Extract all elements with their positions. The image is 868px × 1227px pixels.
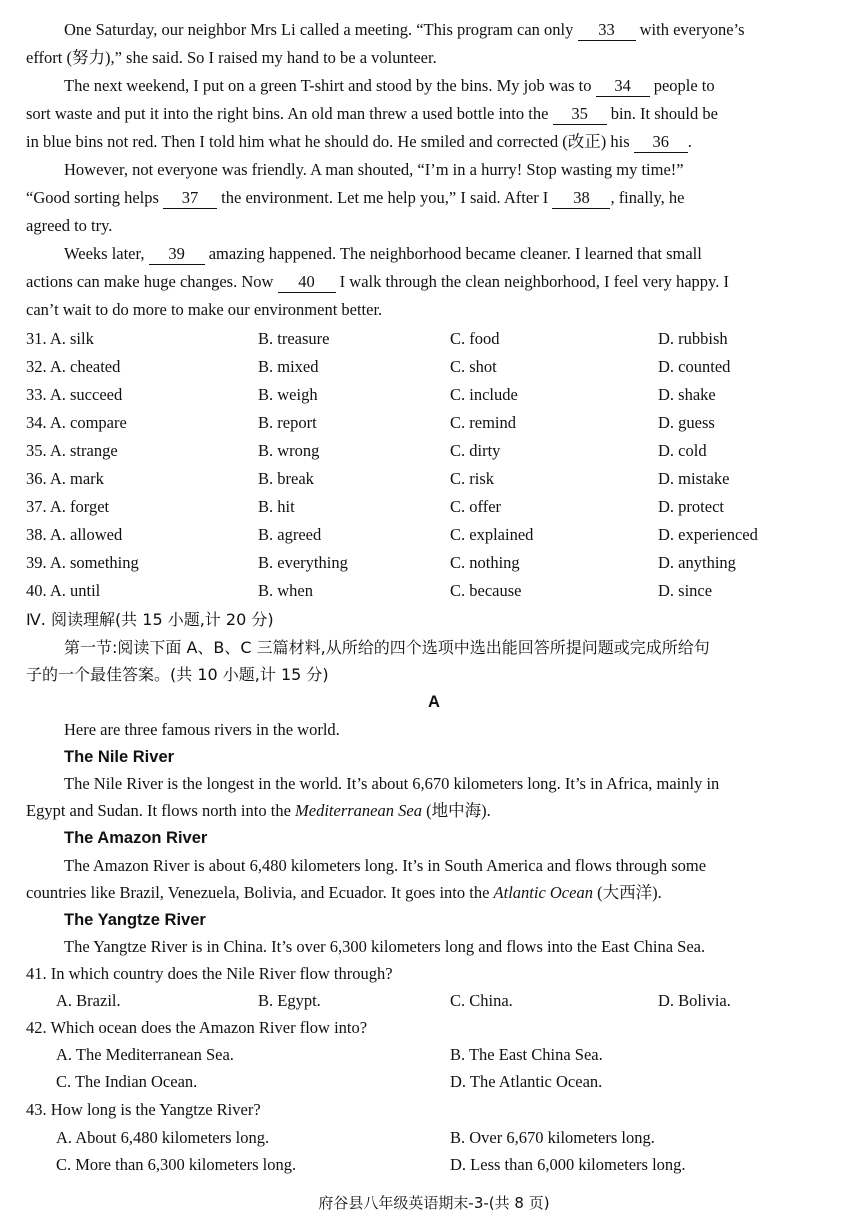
nile-line1: The Nile River is the longest in the world. It’s about 6,670 kilometers long. It’s in Africa, mainly in (64, 774, 720, 793)
q42-option-a: A. The Mediterranean Sea. (56, 1045, 234, 1064)
section-instruction-2: 子的一个最佳答案。(共 10 小题,计 15 分) (26, 665, 329, 684)
cloze-p3-line3: agreed to try. (26, 216, 113, 235)
option-row-31: 31. A. silk B. treasure C. food D. rubbish (26, 329, 728, 348)
cloze-p1-line2: effort (努力),” she said. So I raised my hand to be a volunteer. (26, 48, 437, 67)
cloze-p1-line1: One Saturday, our neighbor Mrs Li called a meeting. “This program can only 33 with everyone’s (64, 20, 745, 39)
cloze-p3-line1: However, not everyone was friendly. A man shouted, “I’m in a hurry! Stop wasting my time!” (64, 160, 684, 179)
cloze-p4-line1: Weeks later, 39 amazing happened. The neighborhood became cleaner. I learned that small (64, 244, 702, 263)
q42-option-b: B. The East China Sea. (450, 1045, 603, 1064)
blank-37: 37 (163, 188, 217, 209)
section-instruction-1: 第一节:阅读下面 A、B、C 三篇材料,从所给的四个选项中选出能回答所提问题或完成所给句 (64, 638, 710, 657)
q43-option-c: C. More than 6,300 kilometers long. (56, 1155, 297, 1174)
nile-heading: The Nile River (64, 748, 175, 766)
q42-option-c: C. The Indian Ocean. (56, 1072, 198, 1091)
blank-33: 33 (578, 20, 636, 41)
cloze-p2-line1: The next weekend, I put on a green T-shirt and stood by the bins. My job was to 34 people to (64, 76, 715, 95)
blank-36: 36 (634, 132, 688, 153)
cloze-p4-line3: can’t wait to do more to make our environment better. (26, 300, 383, 319)
q42-option-d: D. The Atlantic Ocean. (450, 1072, 603, 1091)
q41-option-b: B. Egypt. (258, 991, 321, 1010)
question-41: 41. In which country does the Nile River flow through? (26, 964, 393, 983)
q43-option-a: A. About 6,480 kilometers long. (56, 1128, 270, 1147)
nile-line2: Egypt and Sudan. It flows north into the Mediterranean Sea (地中海). (26, 801, 491, 820)
option-row-33: 33. A. succeed B. weigh C. include D. shake (26, 385, 716, 404)
option-row-37: 37. A. forget B. hit C. offer D. protect (26, 497, 724, 516)
blank-34: 34 (596, 76, 650, 97)
blank-40: 40 (278, 272, 336, 293)
q41-option-c: C. China. (450, 991, 513, 1010)
amazon-line1: The Amazon River is about 6,480 kilometers long. It’s in South America and flows through some (64, 856, 707, 875)
option-row-40: 40. A. until B. when C. because D. since (26, 581, 713, 600)
question-42: 42. Which ocean does the Amazon River flow into? (26, 1018, 368, 1037)
amazon-line2: countries like Brazil, Venezuela, Bolivia, and Ecuador. It goes into the Atlantic Ocean (大西洋). (26, 883, 662, 902)
cloze-p2-line3: in blue bins not red. Then I told him what he should do. He smiled and corrected (改正) his 36 . (26, 132, 692, 151)
cloze-p4-line2: actions can make huge changes. Now 40 I walk through the clean neighborhood, I feel very happy. I (26, 272, 729, 291)
option-row-38: 38. A. allowed B. agreed C. explained D. experienced (26, 525, 758, 544)
q41-option-d: D. Bolivia. (658, 991, 731, 1010)
yangtze-heading: The Yangtze River (64, 911, 206, 929)
section-title: Ⅳ. 阅读理解(共 15 小题,计 20 分) (26, 610, 274, 629)
option-row-36: 36. A. mark B. break C. risk D. mistake (26, 469, 730, 488)
cloze-p3-line2: “Good sorting helps 37 the environment. Let me help you,” I said. After I 38 , finally, he (26, 188, 685, 207)
blank-38: 38 (552, 188, 610, 209)
q41-option-a: A. Brazil. (56, 991, 121, 1010)
q43-option-b: B. Over 6,670 kilometers long. (450, 1128, 655, 1147)
option-row-34: 34. A. compare B. report C. remind D. guess (26, 413, 715, 432)
option-row-35: 35. A. strange B. wrong C. dirty D. cold (26, 441, 707, 460)
blank-35: 35 (553, 104, 607, 125)
blank-39: 39 (149, 244, 205, 265)
q43-option-d: D. Less than 6,000 kilometers long. (450, 1155, 686, 1174)
passage-label: A (428, 693, 440, 711)
question-43: 43. How long is the Yangtze River? (26, 1100, 261, 1119)
page-footer: 府谷县八年级英语期末-3-(共 8 页) (318, 1194, 550, 1212)
option-row-39: 39. A. something B. everything C. nothing D. anything (26, 553, 736, 572)
option-row-32: 32. A. cheated B. mixed C. shot D. counted (26, 357, 731, 376)
amazon-heading: The Amazon River (64, 829, 208, 847)
cloze-p2-line2: sort waste and put it into the right bins. An old man threw a used bottle into the 35 bin. It should be (26, 104, 718, 123)
passage-intro: Here are three famous rivers in the world. (64, 720, 340, 739)
yangtze-line1: The Yangtze River is in China. It’s over 6,300 kilometers long and flows into the East China Sea. (64, 937, 706, 956)
